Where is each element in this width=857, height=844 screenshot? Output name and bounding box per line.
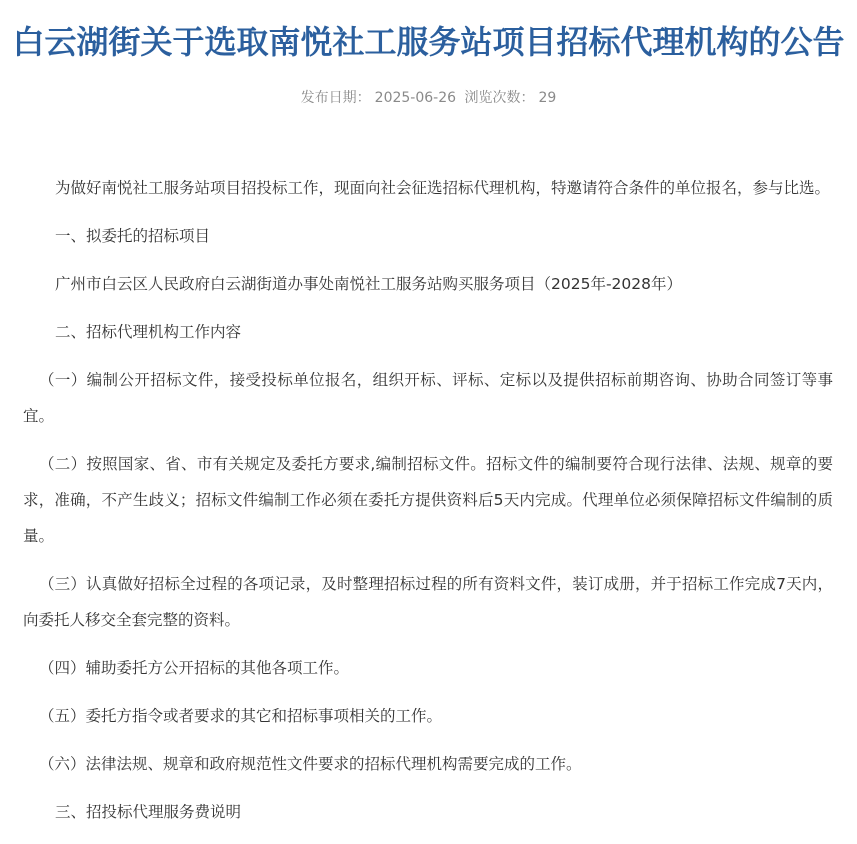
publish-date: 2025-06-26 (374, 90, 457, 106)
work-item-2: （二）按照国家、省、市有关规定及委托方要求,编制招标文件。招标文件的编制要符合现行法律、法规、规章的要求，准确，不产生歧义；招标文件编制工作必须在委托方提供资料后5天内完成。代理单位必须保障招标文件编制的质量。 (23, 455, 833, 545)
article-meta (0, 88, 857, 108)
work-item-3: （三）认真做好招标全过程的各项记录，及时整理招标过程的所有资料文件，装订成册，并于招标工作完成7天内，向委托人移交全套完整的资料。 (23, 575, 833, 629)
page-title: 白云湖街关于选取南悦社工服务站项目招标代理机构的公告 (12, 23, 845, 61)
publish-date-label: 发布日期： (300, 90, 371, 106)
section-heading-3: 三、招投标代理服务费说明 (55, 803, 242, 821)
work-item-5: （五）委托方指令或者要求的其它和招标事项相关的工作。 (39, 707, 443, 725)
views-count: 29 (538, 90, 557, 106)
views-label: 浏览次数： (464, 90, 535, 106)
section-heading-2: 二、招标代理机构工作内容 (55, 323, 242, 341)
section-heading-1: 一、拟委托的招标项目 (55, 227, 211, 245)
intro-paragraph: 为做好南悦社工服务站项目招投标工作，现面向社会征选招标代理机构，特邀请符合条件的单位报名，参与比选。 (55, 179, 831, 197)
article-body (23, 170, 833, 830)
project-name-paragraph: 广州市白云区人民政府白云湖街道办事处南悦社工服务站购买服务项目（2025年-2028年） (55, 275, 682, 293)
work-item-6: （六）法律法规、规章和政府规范性文件要求的招标代理机构需要完成的工作。 (39, 755, 582, 773)
work-item-4: （四）辅助委托方公开招标的其他各项工作。 (39, 659, 350, 677)
work-item-1: （一）编制公开招标文件，接受投标单位报名，组织开标、评标、定标以及提供招标前期咨询、协助合同签订等事宜。 (23, 371, 833, 425)
